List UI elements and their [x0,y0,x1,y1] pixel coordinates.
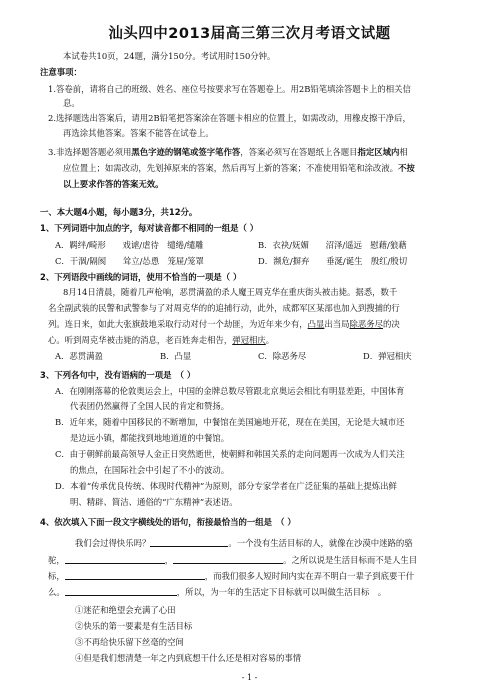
answer-blank-1[interactable] [150,537,228,547]
question-4-sentence-3: ③不再给快乐留下丝毫的空间 [75,637,184,647]
question-3-stem: 3、下列各句中，没有语病的一项是 （ ） [40,370,196,380]
note-3-line-3: 以上要求作答的答案无效。 [63,179,164,189]
question-1-option-c: C．干涸/隔阂 耸立/怂恿 笼屉/笼罩 [55,256,204,266]
question-3-option-a-line-1: A．在刚刚落幕的伦敦奥运会上，中国的金牌总数尽管跟北京奥运会相比有明显差距，中国体育 [55,386,405,396]
note-2-line-2: 再选涂其他答案。答案不能答在试卷上。 [63,128,214,138]
page-number: - 1 - [241,673,258,682]
question-2-passage-line-2: 名全副武装的民警和武警参与了对周克华的的追捕行动，此外，成都军区某部也加入到搜捕的行 [48,303,400,313]
question-4-text-line-3: 标， ，而我们很多人短时间内实在弄不明白一辈子到底要干什 [48,571,415,581]
question-2-passage-line-3: 列。连日来，如此大张旗鼓地采取行动对付一个劫匪，为近年来少有，凸显出当局除恶务尽的决 [48,319,400,329]
question-4-text-line-2: 驼， ， 。之所以说是生活目标而不是人生目 [48,555,418,565]
question-4-sentence-2: ②快乐的第一要素是有生活目标 [75,621,193,631]
question-4-sentence-4: ④但是我们想清楚一年之内到底想干什么还是相对容易的事情 [75,653,302,663]
question-3-option-b-line-1: B．近年来，随着中国移民的不断增加，中餐馆在美国遍地开花，现在在美国，无论是大城市还 [55,417,405,427]
question-2-option-c: C．除恶务尽 [258,351,307,361]
question-1-option-d: D．濒危/摒弃 垂涎/诞生 殷红/殷切 [258,256,408,266]
question-2-passage-line-4: 心。听到周克华被击毙的消息，老百姓奔走相告，弹冠相庆。 [48,335,275,345]
question-3-option-a-line-2: 代表团仍然赢得了全国人民的肯定和赞扬。 [70,401,230,411]
note-3-line-1: 3.非选择题答题必须用黑色字迹的钢笔或签字笔作答，答案必须写在答题纸上各题目指定区域内相 [48,147,408,157]
section-1-heading: 一、本大题4小题，每小题3分，共12分。 [40,207,198,217]
question-4-text-line-4: 么。 ，所以，为一年的生活定下目标就可以叫做生活目标 。 [48,587,387,597]
question-3-option-d-line-2: 明、精辟、简洁、通俗的“广东精神”表述语。 [70,497,238,507]
exam-title: 汕头四中2013届高三第三次月考语文试题 [108,26,391,42]
question-2-option-a: A．恶贯满盈 [55,351,103,361]
question-3-option-c-line-1: C．由于朝鲜前最高领导人金正日突然逝世，使朝鲜和韩国关系的走向问题再一次成为人们关注 [55,449,405,459]
question-3-option-d-line-1: D．本着“传承优良传统、体现时代精神”为原则，部分专家学者在广泛征集的基础上提炼出鲜 [55,481,397,491]
note-1-line-2: 息。 [63,98,80,108]
note-2-line-1: 2.选择题选出答案后，请用2B铅笔把答案涂在答题卡相应的位置上，如需改动，用橡皮擦干净后， [48,113,411,123]
question-2-stem: 2、下列语段中画线的词语，使用不恰当的一项是（ ） [40,272,242,282]
answer-blank-5[interactable] [65,586,177,596]
question-4-text-line-1: 我们会过得快乐吗？ 。一个没有生活目标的人，就像在沙漠中迷路的骆 [75,538,413,548]
question-3-option-b-line-2: 是边远小镇，都能找到地地道道的中餐馆。 [70,433,230,443]
note-3-line-2: 应位置上；如需改动，先划掉原来的答案，然后再写上新的答案；不准使用铅笔和涂改液。不按 [63,163,415,173]
question-2-passage-line-1: 8月14日清晨，随着几声枪响，恶贯满盈的杀人魔王周克华在重庆街头被击毙。据悉，数千 [63,287,398,297]
answer-blank-3[interactable] [173,554,283,564]
question-2-option-d: D．弹冠相庆 [363,351,412,361]
exam-intro: 本试卷共10页，24题，满分150分。考试用时150分钟。 [63,51,276,61]
question-1-option-b: B．衣袂/妩媚 沼泽/遥远 慰藉/狼藉 [258,240,407,250]
question-3-option-c-line-2: 的焦点，在国际社会中引起了不小的波动。 [70,465,230,475]
question-1-stem: 1、下列词语中加点的字，每对读音都不相同的一组是（ ） [40,223,259,233]
question-1-option-a: A．羁绊/畸形 戏谑/虐待 缱绻/缱雕 [55,240,204,250]
note-1-line-1: 1.答卷前，请将自己的班级、姓名、座位号按要求写在答题卷上。用2B铅笔填涂答题卡上的相关信 [48,84,411,94]
notice-heading: 注意事项： [40,67,82,77]
question-4-sentence-1: ①迷茫和绝望会充满了心田 [75,605,176,615]
question-4-stem: 4、依次填入下面一段文字横线处的语句，衔接最恰当的一组是 （ ） [40,517,296,527]
question-2-option-b: B．凸显 [160,351,192,361]
answer-blank-4[interactable] [65,570,205,580]
answer-blank-2[interactable] [65,554,165,564]
